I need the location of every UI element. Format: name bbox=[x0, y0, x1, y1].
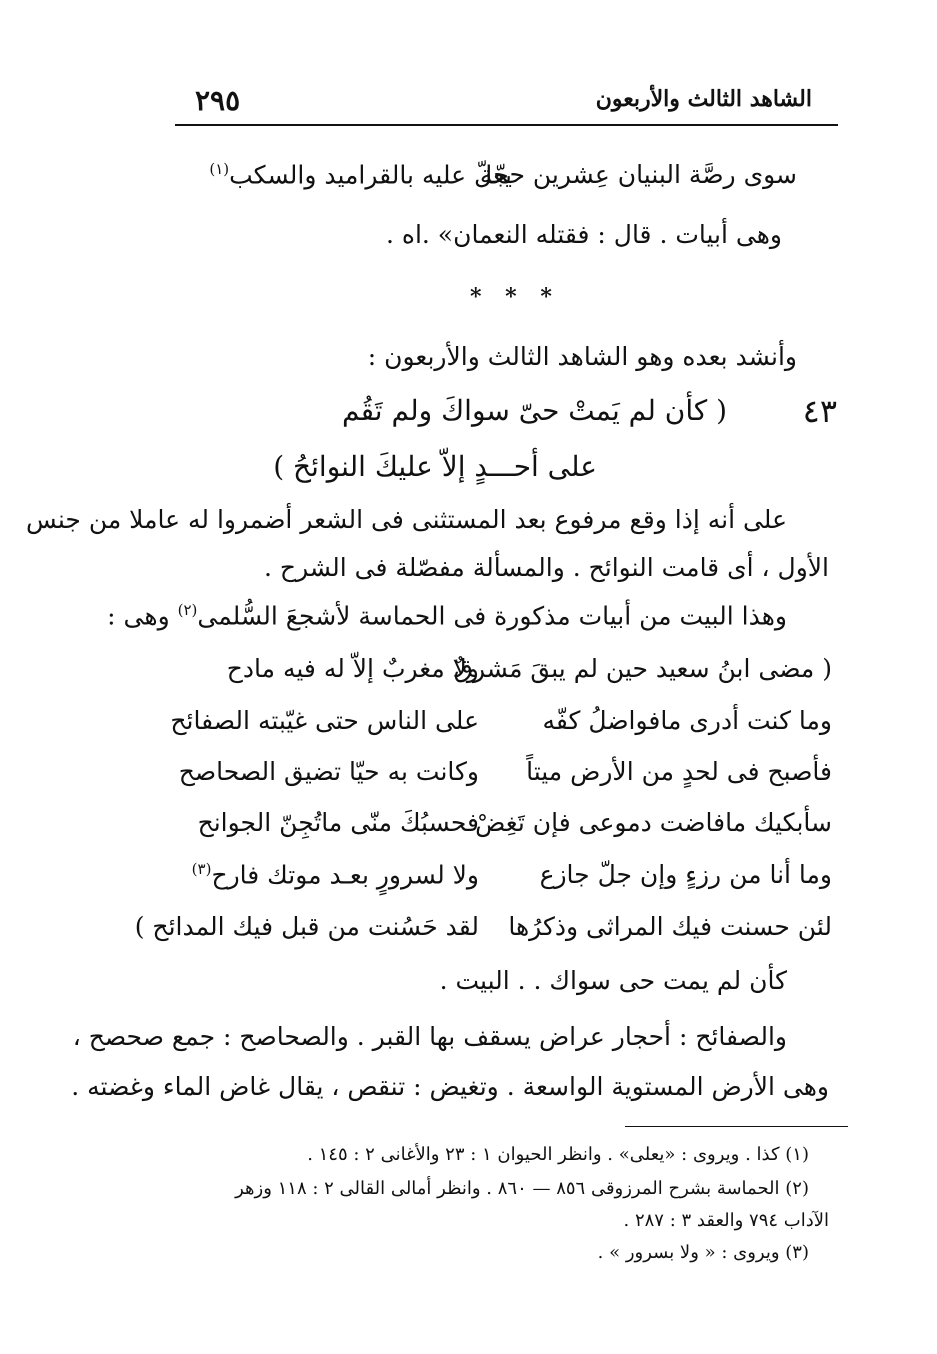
paragraph-2-text: وهذا البيت من أبيات مذكورة فى الحماسة لأشجعَ السُّلمى bbox=[197, 601, 787, 631]
top-verse-second-hemistich bbox=[209, 160, 512, 189]
poem-line-6-left: لقد حَسُنت من قبل فيك المدائح ) bbox=[134, 912, 479, 941]
gloss-line-1: والصفائح : أحجار عراض يسقف بها القبر . والصحاصح : جمع صحصح ، bbox=[72, 1022, 787, 1051]
top-verse-second-text: يعلّ عليه بالقراميد والسكب bbox=[229, 160, 512, 190]
poem-line-2-right: وما كنت أدرى مافواضلُ كفّه bbox=[542, 706, 832, 735]
poem-line-3-right: فأصبح فى لحدٍ من الأرض ميتاً bbox=[526, 757, 832, 786]
footnote-2-line-1: (٢) الحماسة بشرح المرزوقى ٨٥٦ — ٨٦٠ . وانظر أمالى القالى ٢ : ١١٨ وزهر bbox=[235, 1178, 809, 1199]
poem-line-2-left: على الناس حتى غيّبته الصفائح bbox=[170, 706, 479, 735]
paragraph-1-line-2: الأول ، أى قامت النوائح . والمسألة مفصّلة فى الشرح . bbox=[264, 553, 829, 582]
footnote-rule bbox=[625, 1126, 848, 1127]
witness-number: ٤٣ bbox=[802, 392, 837, 430]
paragraph-2-end: وهى : bbox=[107, 601, 170, 631]
poem-line-6-right: لئن حسنت فيك المراثى وذكرُها bbox=[508, 912, 832, 941]
top-verse-first-hemistich: سوى رصَّة البنيان عِشرين حجّة bbox=[479, 160, 797, 189]
footnote-ref-1: (١) bbox=[209, 160, 230, 178]
footnote-2-line-2: الآداب ٧٩٤ والعقد ٣ : ٢٨٧ . bbox=[623, 1210, 829, 1231]
poem-line-1-right: ( مضى ابنُ سعيد حين لم يبقَ مَشرقٌ bbox=[453, 654, 832, 683]
gloss-line-2: وهى الأرض المستوية الواسعة . وتغيض : تنقص ، يقال غاض الماء وغضته . bbox=[71, 1072, 829, 1101]
footnote-ref-3: (٣) bbox=[191, 860, 212, 878]
poem-line-5-left-text: ولا لسرورٍ بعـد موتك فارح bbox=[211, 860, 479, 890]
poem-line-5-right: وما أنا من رزءٍ وإن جلّ جازع bbox=[539, 860, 832, 889]
paragraph-2 bbox=[107, 601, 787, 630]
footnote-ref-2: (٢) bbox=[177, 601, 198, 619]
footnote-1: (١) كذا . ويروى : «يعلى» . وانظر الحيوان ١ : ٢٣ والأغانى ٢ : ١٤٥ . bbox=[307, 1144, 809, 1165]
section-separator: * * * bbox=[470, 284, 560, 310]
witness-second-hemistich: على أحـــدٍ إلاّ عليكَ النوائحُ ) bbox=[273, 450, 597, 483]
running-header-title: الشاهد الثالث والأربعون bbox=[595, 86, 812, 112]
poem-line-5-left bbox=[192, 860, 479, 889]
header-rule bbox=[175, 124, 838, 126]
page-number: ٢٩٥ bbox=[195, 84, 241, 117]
intro-line: وهى أبيات . قال : فقتله النعمان» .اه . bbox=[385, 220, 782, 249]
poem-line-4-left: فحسبُكَ منّى ماتُجِنّ الجوانح bbox=[197, 808, 479, 837]
witness-first-hemistich: ( كأن لم يَمتْ حىّ سواكَ ولم تَقُم bbox=[342, 394, 727, 427]
poem-line-1-left: ولا مغربٌ إلاّ له فيه مادح bbox=[226, 654, 479, 683]
repeat-verse-line: كأن لم يمت حى سواك . . البيت . bbox=[439, 966, 787, 995]
footnote-3: (٣) ويروى : « ولا بسرور » . bbox=[597, 1242, 809, 1263]
poem-line-3-left: وكانت به حيّا تضيق الصحاصح bbox=[178, 757, 479, 786]
poem-line-4-right: سأبكيك مافاضت دموعى فإن تَغِضْ bbox=[475, 808, 832, 837]
recite-line: وأنشد بعده وهو الشاهد الثالث والأربعون : bbox=[367, 342, 797, 371]
paragraph-1-line-1: على أنه إذا وقع مرفوع بعد المستثنى فى الشعر أضمروا له عاملا من جنس bbox=[26, 505, 787, 534]
